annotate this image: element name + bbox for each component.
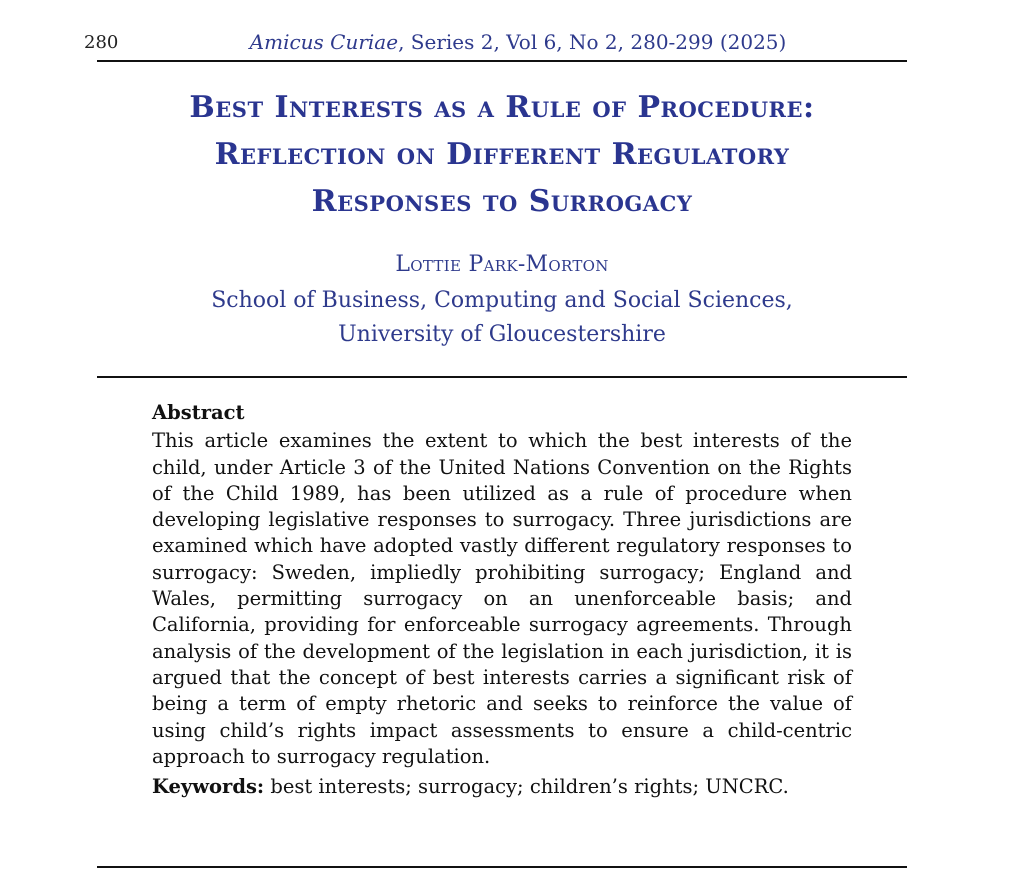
abstract-section	[152, 400, 852, 800]
header-divider	[97, 60, 907, 62]
author-name: Lottie Park-Morton	[395, 252, 609, 277]
article-title-line: Best Interests as a Rule of Procedure:	[189, 90, 815, 125]
author-affiliation	[97, 284, 907, 352]
journal-citation	[96, 30, 906, 54]
journal-name: Amicus Curiae	[249, 30, 399, 54]
abstract-divider	[97, 866, 907, 868]
page-number: 280	[84, 32, 119, 53]
abstract-heading: Abstract	[152, 401, 245, 424]
affiliation-line: University of Gloucestershire	[338, 322, 666, 347]
abstract-text: This article examines the extent to which the best interests of the child, under Article 3 of the United Nations Convention on the Rights of the Child 1989, has been utilized as a rule of procedure when developing legislative responses to surrogacy. Three jurisdictions are examined which have adopted vastly different regulatory responses to surrogacy: Sweden, impliedly prohibiting surrogacy; England and Wales, permitting surrogacy on an unenforceable basis; and California, providing for enforceable surrogacy agreements. Through analysis of the development of the legislation in each jurisdiction, it is argued that the concept of best interests carries a significant risk of being a term of empty rhetoric and seeks to reinforce the value of using child’s rights impact assessments to ensure a child-centric approach to surrogacy regulation.	[152, 429, 852, 768]
title-divider	[97, 376, 907, 378]
article-title	[97, 84, 907, 225]
keywords-label: Keywords:	[152, 775, 265, 799]
keywords-list: best interests; surrogacy; children’s rights; UNCRC.	[264, 775, 789, 799]
article-title-line: Reflection on Different Regulatory	[214, 137, 790, 172]
journal-issue: , Series 2, Vol 6, No 2, 280-299 (2025)	[398, 30, 787, 54]
keywords	[152, 774, 852, 800]
affiliation-line: School of Business, Computing and Social Sciences,	[211, 288, 793, 313]
running-head	[84, 30, 906, 58]
article-title-line: Responses to Surrogacy	[311, 184, 693, 219]
